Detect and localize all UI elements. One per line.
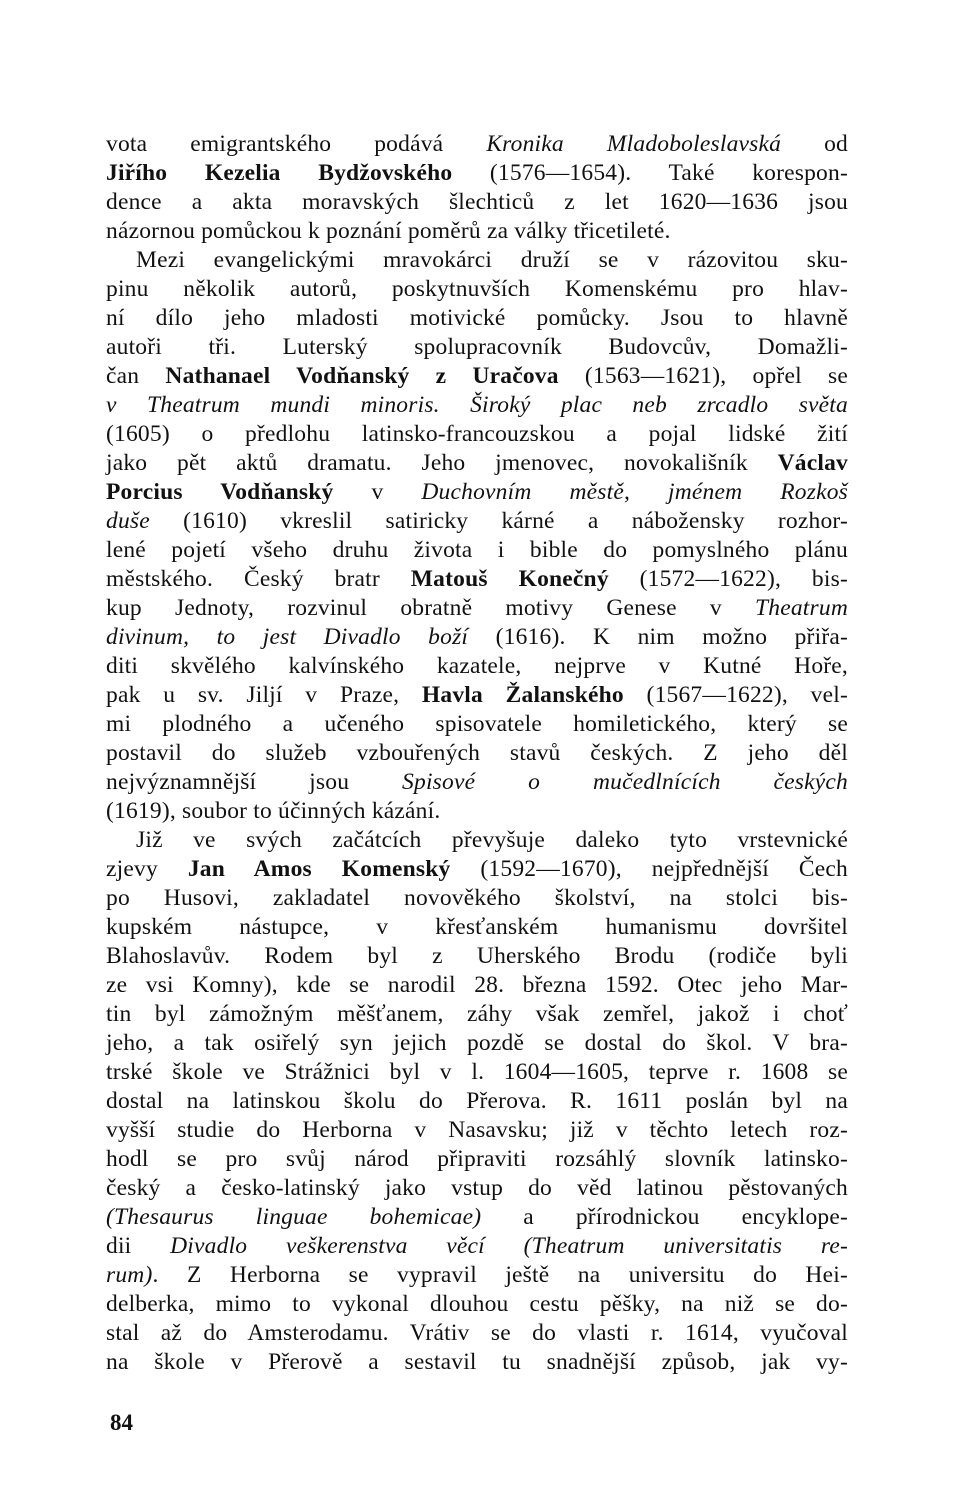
body-text (106, 130, 848, 1377)
text-line (106, 333, 848, 362)
text-segment: (1610) vkreslil satiricky kárné a nábožensky rozhor- (149, 508, 848, 534)
italic-title-text: Spisové o mučedlnících českých (402, 769, 848, 795)
text-line (106, 855, 848, 884)
text-segment: kupském nástupce, v křesťanském humanismu dovršitel (106, 914, 848, 940)
text-segment: vota emigrantského podává (106, 131, 487, 157)
text-line (106, 652, 848, 681)
italic-title-text: (Thesaurus linguae bohemicae) (106, 1204, 482, 1230)
text-line (106, 391, 848, 420)
bold-name-text: Porcius Vodňanský (106, 479, 334, 505)
text-line (106, 623, 848, 652)
text-segment: dostal na latinskou školu do Přerova. R. 1611 poslán byl na (106, 1088, 848, 1114)
text-line (106, 710, 848, 739)
text-line (106, 971, 848, 1000)
text-line (106, 217, 848, 246)
text-segment: lené pojetí všeho druhu života i bible do pomyslného plánu (106, 537, 848, 563)
italic-title-text: v Theatrum mundi minoris. Široký plac neb zrcadlo světa (106, 392, 848, 418)
text-line (106, 130, 848, 159)
text-line (106, 159, 848, 188)
text-segment: od (781, 131, 848, 157)
text-segment: tin byl zámožným měšťanem, záhy však zemřel, jakož i choť (106, 1001, 848, 1027)
bold-name-text: Václav (777, 450, 848, 476)
text-line (106, 304, 848, 333)
text-segment: (1619), soubor to účinných kázání. (106, 798, 441, 824)
text-segment: (1563—1621), opřel se (558, 363, 848, 389)
text-segment: diti skvělého kalvínského kazatele, nejprve v Kutné Hoře, (106, 653, 848, 679)
text-line (106, 739, 848, 768)
text-segment: jeho, a tak osiřelý syn jejich pozdě se dostal do škol. V bra- (106, 1030, 848, 1056)
text-segment: . Z Herborna se vypravil ještě na universitu do Hei- (152, 1262, 848, 1288)
text-segment: ze vsi Komny), kde se narodil 28. března 1592. Otec jeho Mar- (106, 972, 848, 998)
bold-name-text: Jiřího Kezelia Bydžovského (106, 160, 453, 186)
text-line (106, 594, 848, 623)
text-segment: názornou pomůckou k poznání poměrů za války třicetileté. (106, 218, 671, 244)
text-segment: pinu několik autorů, poskytnuvších Komenskému pro hlav- (106, 276, 848, 302)
italic-title-text: Duchovním městě, jménem Rozkoš (421, 479, 849, 505)
text-line (106, 420, 848, 449)
text-line (106, 507, 848, 536)
text-line (106, 1290, 848, 1319)
italic-title-text: divinum, to jest Divadlo boží (106, 624, 469, 650)
text-segment: zjevy (106, 856, 188, 882)
text-segment: jako pět aktů dramatu. Jeho jmenovec, novokališník (106, 450, 778, 476)
italic-title-text: rum) (106, 1262, 153, 1288)
text-segment: městského. Český bratr (106, 566, 411, 592)
page-number: 84 (110, 1410, 133, 1435)
text-segment: stal až do Amsterodamu. Vrátiv se do vlasti r. 1614, vyučoval (106, 1320, 848, 1346)
text-segment: trské škole ve Strážnici byl v l. 1604—1605, teprve r. 1608 se (106, 1059, 848, 1085)
text-segment: postavil do služeb vzbouřených stavů českých. Z jeho děl (106, 740, 848, 766)
text-line (106, 478, 848, 507)
text-line (106, 1000, 848, 1029)
text-line (106, 1232, 848, 1261)
text-segment: v (333, 479, 422, 505)
text-segment: mi plodného a učeného spisovatele homiletického, který se (106, 711, 848, 737)
text-line (106, 565, 848, 594)
text-line (106, 362, 848, 391)
text-segment: po Husovi, zakladatel novověkého školství, na stolci bis- (106, 885, 848, 911)
text-segment: ní dílo jeho mladosti motivické pomůcky. Jsou to hlavně (106, 305, 848, 331)
text-segment: (1572—1622), bis- (608, 566, 848, 592)
text-segment: vyšší studie do Herborna v Nasavsku; již v těchto letech roz- (106, 1117, 848, 1143)
text-segment: pak u sv. Jiljí v Praze, (106, 682, 422, 708)
text-line (106, 913, 848, 942)
text-line (106, 1029, 848, 1058)
text-line (106, 246, 848, 275)
text-segment: dii (106, 1233, 171, 1259)
bold-name-text: Havla Žalanského (421, 682, 624, 708)
text-line (106, 1087, 848, 1116)
italic-title-text: Theatrum (755, 595, 848, 621)
text-segment: Již ve svých začátcích převyšuje daleko tyto vrstevnické (136, 827, 848, 853)
text-line (106, 1203, 848, 1232)
text-segment: Blahoslavův. Rodem byl z Uherského Brodu (rodiče byli (106, 943, 848, 969)
text-line (106, 1116, 848, 1145)
text-segment: kup Jednoty, rozvinul obratně motivy Genese v (106, 595, 755, 621)
text-line (106, 942, 848, 971)
text-line (106, 1319, 848, 1348)
text-segment: na škole v Přerově a sestavil tu snadnější způsob, jak vy- (106, 1349, 848, 1375)
italic-title-text: duše (106, 508, 150, 534)
text-line (106, 536, 848, 565)
italic-title-text: Divadlo veškerenstva věcí (Theatrum universitatis re- (170, 1233, 849, 1259)
text-segment: český a česko-latinský jako vstup do věd latinou pěstovaných (106, 1175, 848, 1201)
text-line (106, 768, 848, 797)
bold-name-text: Jan Amos Komenský (187, 856, 451, 882)
text-segment: (1592—1670), nejpřednější Čech (450, 856, 849, 882)
text-line (106, 1261, 848, 1290)
text-line (106, 1174, 848, 1203)
text-segment: Mezi evangelickými mravokárci druží se v rázovitou sku- (136, 247, 848, 273)
text-segment: (1576—1654). Také korespon- (452, 160, 848, 186)
text-line (106, 1348, 848, 1377)
text-segment: (1616). K nim možno přiřa- (468, 624, 848, 650)
text-segment: nejvýznamnější jsou (106, 769, 403, 795)
italic-title-text: Kronika Mladoboleslavská (486, 131, 782, 157)
text-segment: hodl se pro svůj národ připraviti rozsáhlý slovník latinsko- (106, 1146, 848, 1172)
text-line (106, 797, 848, 826)
bold-name-text: Nathanael Vodňanský z Uračova (165, 363, 559, 389)
text-line (106, 275, 848, 304)
text-line (106, 681, 848, 710)
text-segment: dence a akta moravských šlechticů z let 1620—1636 jsou (106, 189, 848, 215)
text-segment: čan (106, 363, 166, 389)
text-line (106, 1058, 848, 1087)
text-line (106, 1145, 848, 1174)
text-line (106, 188, 848, 217)
text-line (106, 449, 848, 478)
text-segment: a přírodnickou encyklope- (481, 1204, 848, 1230)
text-segment: autoři tři. Luterský spolupracovník Budovcův, Domažli- (106, 334, 848, 360)
text-segment: (1605) o předlohu latinsko-francouzskou a pojal lidské žití (106, 421, 848, 447)
text-segment: (1567—1622), vel- (623, 682, 848, 708)
bold-name-text: Matouš Konečný (410, 566, 609, 592)
text-line (106, 826, 848, 855)
text-line (106, 884, 848, 913)
text-segment: delberka, mimo to vykonal dlouhou cestu pěšky, na niž se do- (106, 1291, 848, 1317)
